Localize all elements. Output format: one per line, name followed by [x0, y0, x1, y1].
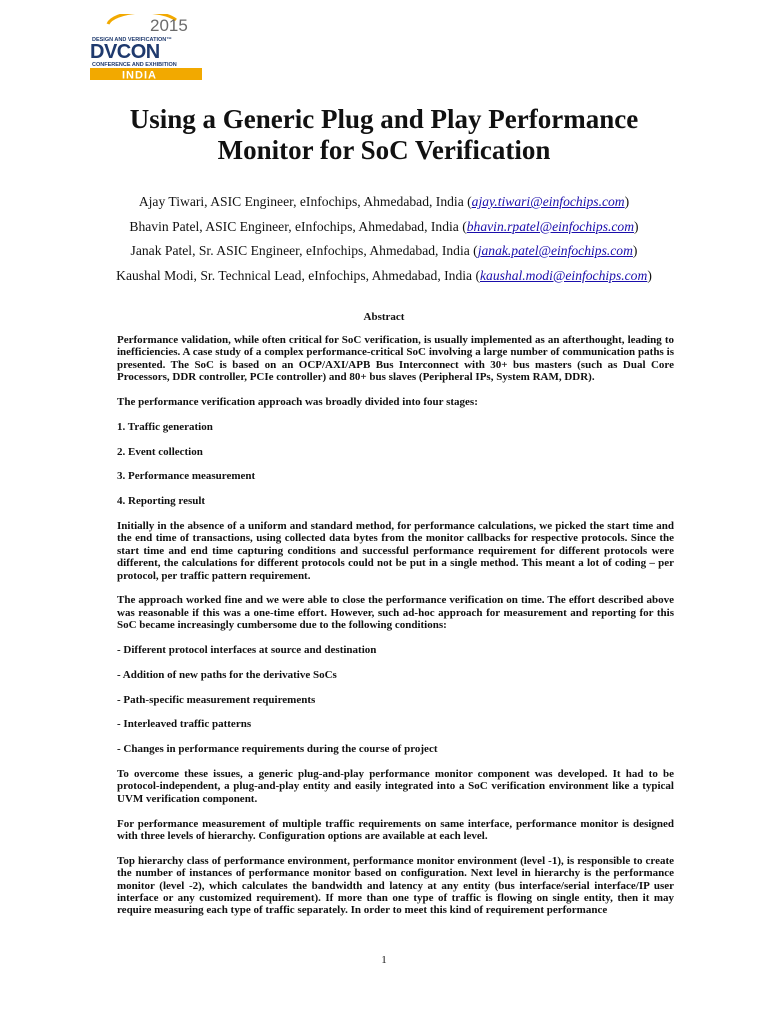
- abstract-body: [117, 334, 674, 929]
- author-line: Ajay Tiwari, ASIC Engineer, eInfochips, Ahmedabad, India (ajay.tiwari@einfochips.com): [138, 194, 630, 209]
- paragraph: Performance validation, while often critical for SoC verification, is usually implemented as an afterthought, leading to inefficiencies. A case study of a complex performance-critical SoC involving a large number of communication paths is presented. The SoC is based on an OCP/AXI/APB Bus Interconnect with 30+ bus masters (such as Dual Core Processors, DDR controller, PCIe controller) and 80+ bus slaves (Peripheral IPs, System RAM, DDR).: [117, 334, 674, 384]
- paragraph: Top hierarchy class of performance environment, performance monitor environment (level -1), is responsible to create the number of instances of performance monitor based on configuration. Next level in hierarchy is the performance monitor (level -2), which calculates the bandwidth and latency at any entity (bus interface/serial interface/IP user interface or any customized requirement). If more than one type of traffic is flowing on single entity, then it may require measuring each type of traffic separately. In order to meet this kind of requirement performance: [117, 854, 674, 917]
- paragraph: To overcome these issues, a generic plug-and-play performance monitor component was developed. It had to be protocol-independent, a plug-and-play entity and easily integrated into a SoC verification environment like a typical UVM verification component.: [117, 768, 674, 805]
- author-email-link[interactable]: bhavin.rpatel@einfochips.com: [466, 218, 635, 234]
- logo-region: INDIA: [122, 69, 157, 82]
- paragraph: The approach worked fine and we were able to close the performance verification on time. The effort described above was reasonable if this was a one-time effort. However, such ad-hoc approach for measurement and reporting for this SoC became increasingly cumbersome due to the following conditions:: [117, 594, 674, 632]
- author-line: Bhavin Patel, ASIC Engineer, eInfochips, Ahmedabad, India (bhavin.rpatel@einfochips.com): [129, 218, 639, 234]
- logo-tagline-1: DESIGN AND VERIFICATION™: [92, 37, 172, 43]
- dvcon-logo-graphic: [86, 14, 206, 82]
- list-item: - Interleaved traffic patterns: [117, 718, 252, 731]
- logo-year: 2015: [150, 16, 188, 35]
- paragraph: For performance measurement of multiple traffic requirements on same interface, performance monitor is designed with three levels of hierarchy. Configuration options are available at each level.: [117, 817, 674, 843]
- title-line-2: Monitor for SoC Verification: [217, 135, 551, 165]
- list-item: 3. Performance measurement: [117, 470, 256, 483]
- author-line: Kaushal Modi, Sr. Technical Lead, eInfochips, Ahmedabad, India (kaushal.modi@einfochips.com): [116, 267, 652, 283]
- list-item: - Addition of new paths for the derivative SoCs: [117, 668, 337, 681]
- list-item: - Changes in performance requirements during the course of project: [117, 743, 438, 756]
- author-email-link[interactable]: ajay.tiwari@einfochips.com: [471, 194, 625, 209]
- list-item: - Path-specific measurement requirements: [117, 693, 316, 706]
- list-item: 1. Traffic generation: [117, 420, 213, 433]
- abstract-heading: Abstract: [363, 311, 405, 323]
- paragraph: Initially in the absence of a uniform and standard method, for performance calculations, we picked the start time and the end time of transactions, using collected data bytes from the monitor callbacks for respective protocols. Since the start time and end time capturing conditions and successful performance requirement for different protocols were different, the calculations for different protocols could not be put in a single method. This meant a lot of coding – per protocol, per traffic pattern requirement.: [117, 520, 674, 582]
- paragraph: The performance verification approach was broadly divided into four stages:: [117, 396, 478, 409]
- dvcon-india-logo: [86, 14, 206, 82]
- logo-tagline-2: CONFERENCE AND EXHIBITION: [92, 62, 177, 68]
- title-line-1: Using a Generic Plug and Play Performance: [129, 104, 639, 134]
- author-email-link[interactable]: kaushal.modi@einfochips.com: [480, 267, 648, 283]
- list-item: 2. Event collection: [117, 445, 203, 458]
- author-email-link[interactable]: janak.patel@einfochips.com: [477, 243, 633, 258]
- paper-title: [60, 104, 708, 166]
- page-number: 1: [381, 954, 387, 966]
- author-list: [40, 190, 728, 288]
- list-item: 4. Reporting result: [117, 495, 206, 508]
- list-item: - Different protocol interfaces at source and destination: [117, 644, 377, 657]
- logo-brand: DVCON: [90, 41, 160, 63]
- author-line: Janak Patel, Sr. ASIC Engineer, eInfochips, Ahmedabad, India (janak.patel@einfochips.com): [130, 243, 638, 258]
